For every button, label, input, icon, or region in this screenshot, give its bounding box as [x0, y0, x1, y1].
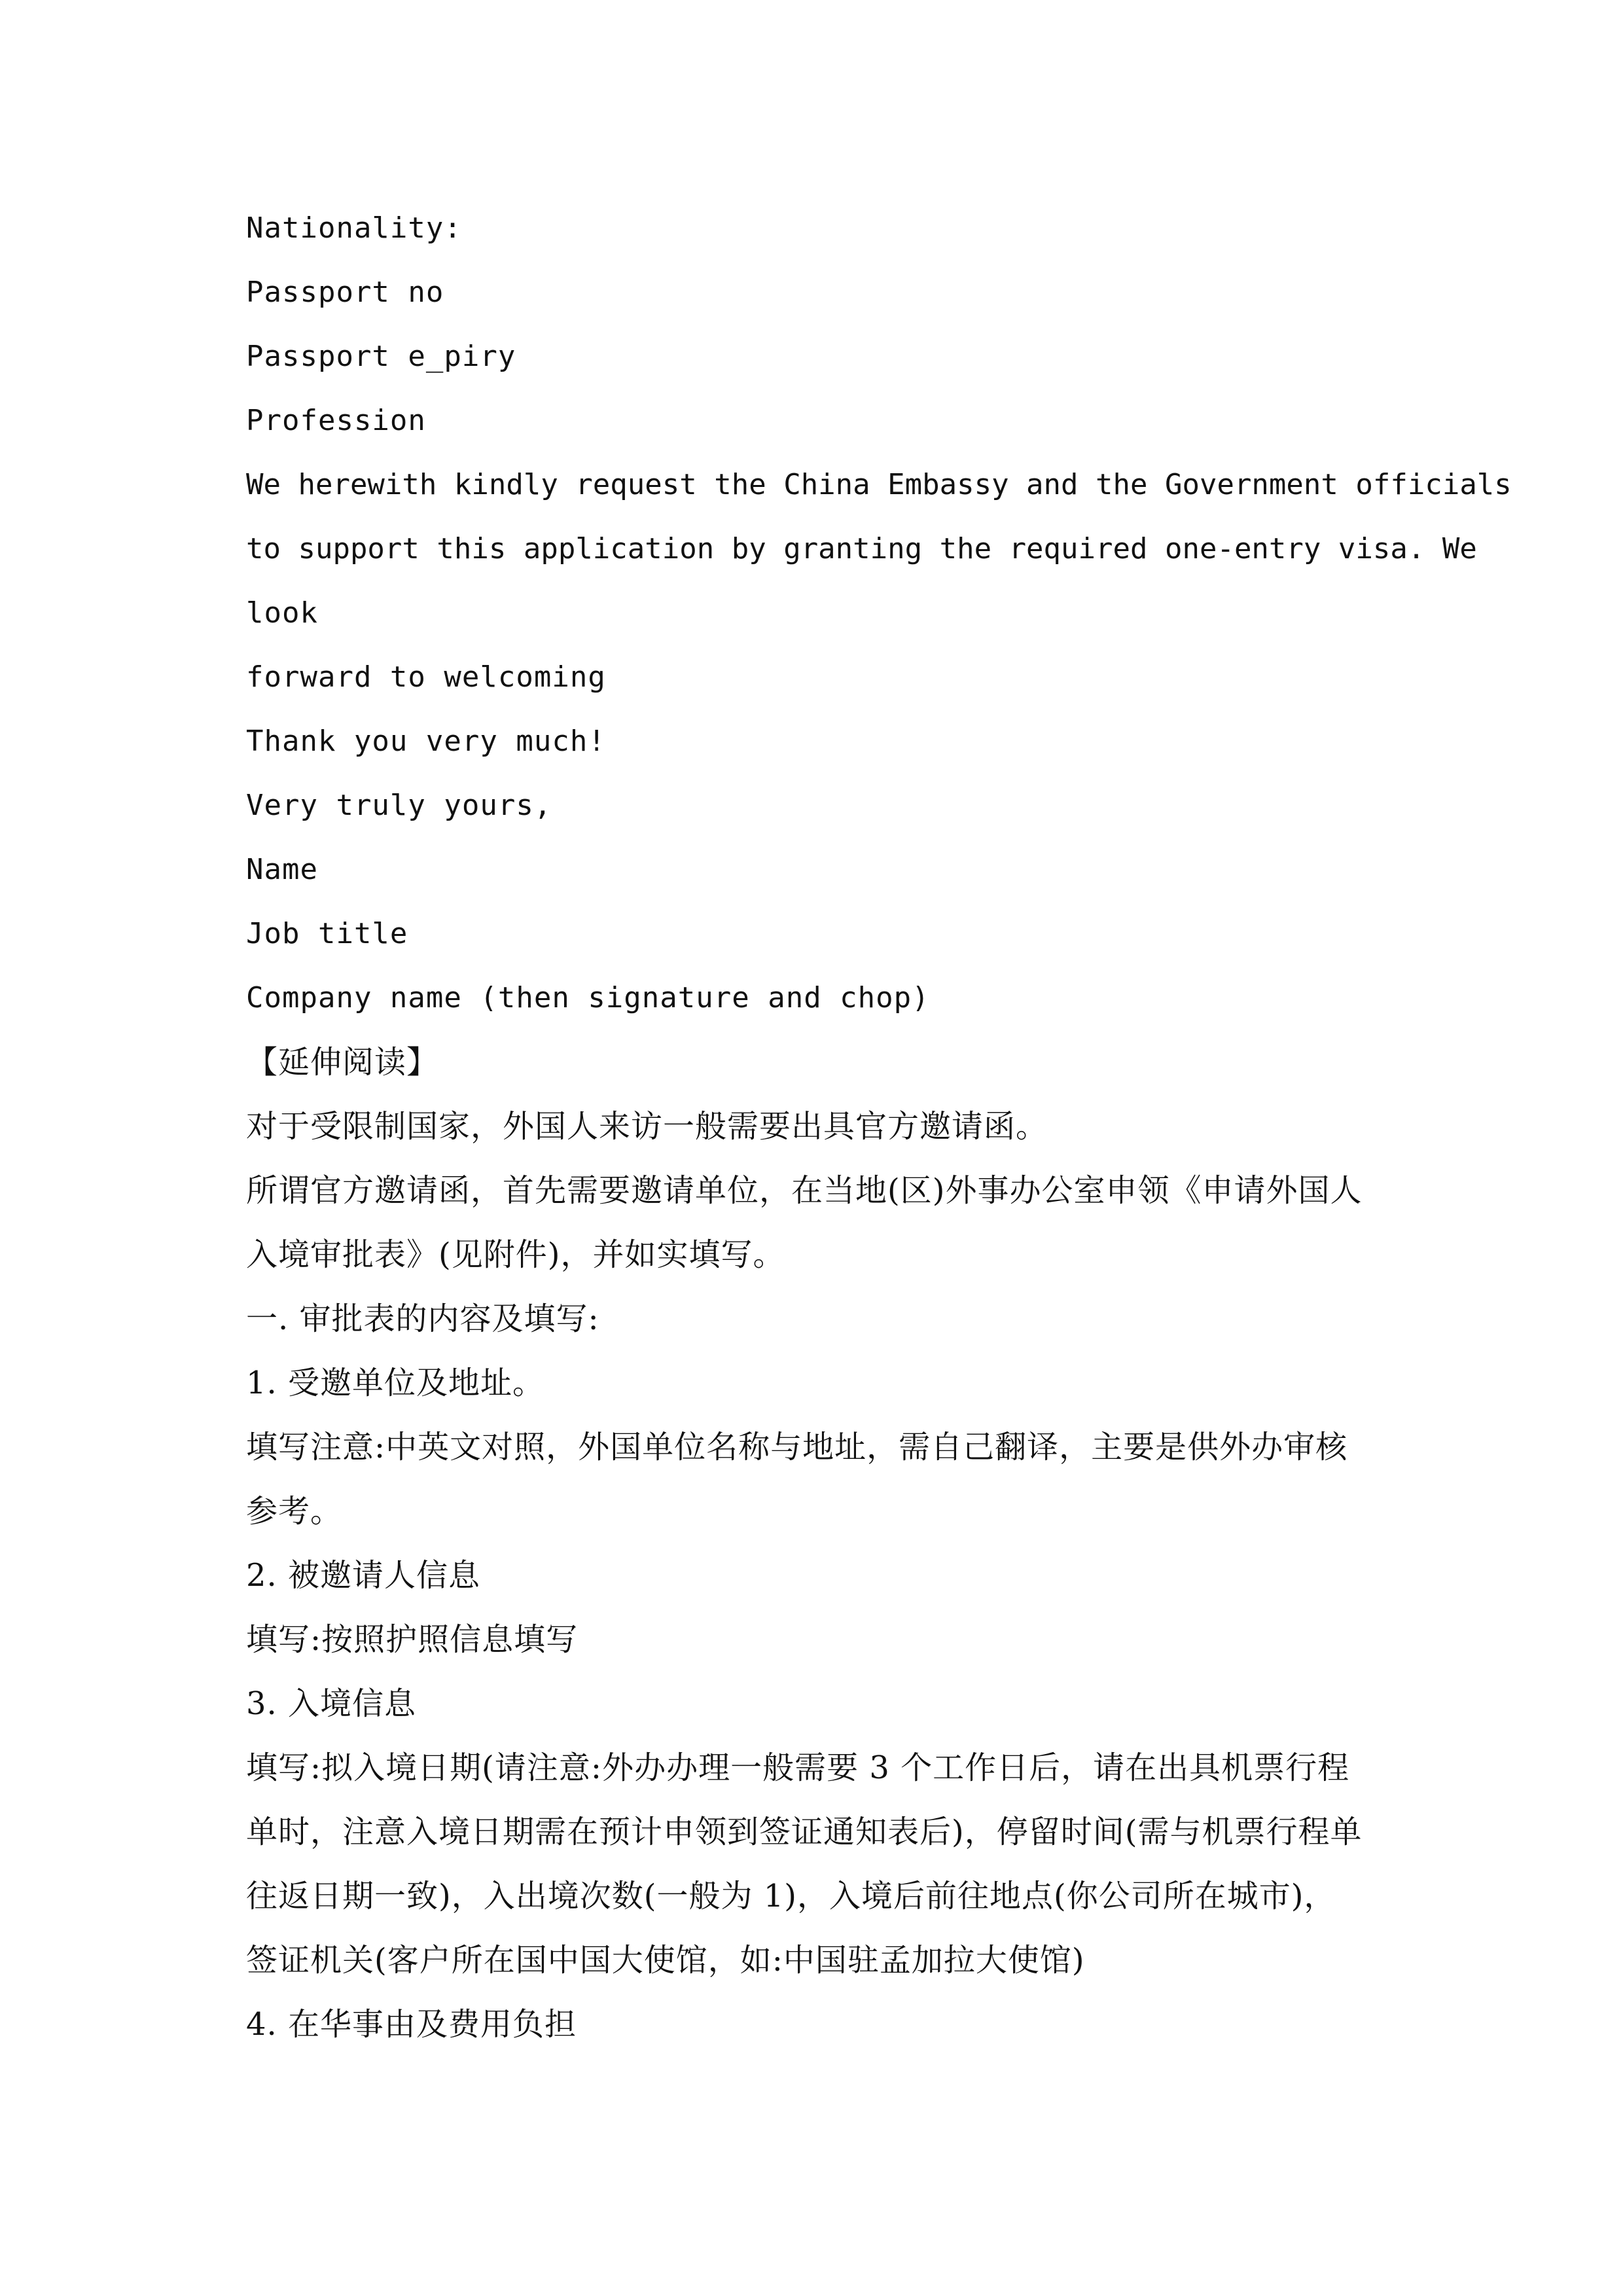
request-paragraph-line-2: to support this application by granting the required one-entry visa. We — [246, 532, 1477, 565]
signer-company-line: Company name (then signature and chop) — [246, 981, 930, 1014]
item-3-note-line-1: 填写:拟入境日期(请注意:外办办理一般需要 3 个工作日后，请在出具机票行程 — [246, 1749, 1350, 1786]
item-3-note-line-2: 单时，注意入境日期需在预计申领到签证通知表后)，停留时间(需与机票行程单 — [246, 1814, 1363, 1850]
thanks-line: Thank you very much! — [246, 725, 606, 758]
passport-no-line: Passport no — [246, 276, 444, 309]
item-3-title: 3. 入境信息 — [246, 1685, 417, 1722]
item-4-title: 4. 在华事由及费用负担 — [246, 2006, 577, 2043]
request-paragraph-line-1: We herewith kindly request the China Embassy and the Government officials — [246, 468, 1512, 501]
extended-paragraph-2-line-1: 所谓官方邀请函，首先需要邀请单位，在当地(区)外事办公室申领《申请外国人 — [246, 1172, 1363, 1209]
profession-line: Profession — [246, 404, 426, 437]
signer-job-title-line: Job title — [246, 917, 408, 950]
extended-paragraph-1: 对于受限制国家，外国人来访一般需要出具官方邀请函。 — [246, 1108, 1048, 1145]
item-2-note: 填写:按照护照信息填写 — [246, 1621, 579, 1658]
item-1-note-line-1: 填写注意:中英文对照，外国单位名称与地址，需自己翻译，主要是供外办审核 — [246, 1429, 1348, 1465]
request-paragraph-line-3: look — [246, 596, 318, 630]
document-body — [246, 196, 1512, 2056]
item-2-title: 2. 被邀请人信息 — [246, 1557, 481, 1594]
item-3-note-line-3: 往返日期一致)，入出境次数(一般为 1)，入境后前往地点(你公司所在城市)， — [246, 1878, 1336, 1914]
closing-line: Very truly yours, — [246, 789, 552, 822]
extended-reading-heading: 【延伸阅读】 — [246, 1044, 439, 1081]
request-paragraph-line-4: forward to welcoming — [246, 660, 606, 694]
nationality-line: Nationality: — [246, 211, 462, 245]
passport-expiry-line: Passport e_piry — [246, 340, 516, 373]
item-1-note-line-2: 参考。 — [246, 1493, 343, 1530]
item-3-note-line-4: 签证机关(客户所在国中国大使馆，如:中国驻孟加拉大使馆) — [246, 1942, 1085, 1979]
item-1-title: 1. 受邀单位及地址。 — [246, 1365, 545, 1401]
extended-paragraph-2-line-2: 入境审批表》(见附件)，并如实填写。 — [246, 1236, 785, 1273]
section-1-title: 一. 审批表的内容及填写: — [246, 1300, 599, 1337]
signer-name-line: Name — [246, 853, 318, 886]
